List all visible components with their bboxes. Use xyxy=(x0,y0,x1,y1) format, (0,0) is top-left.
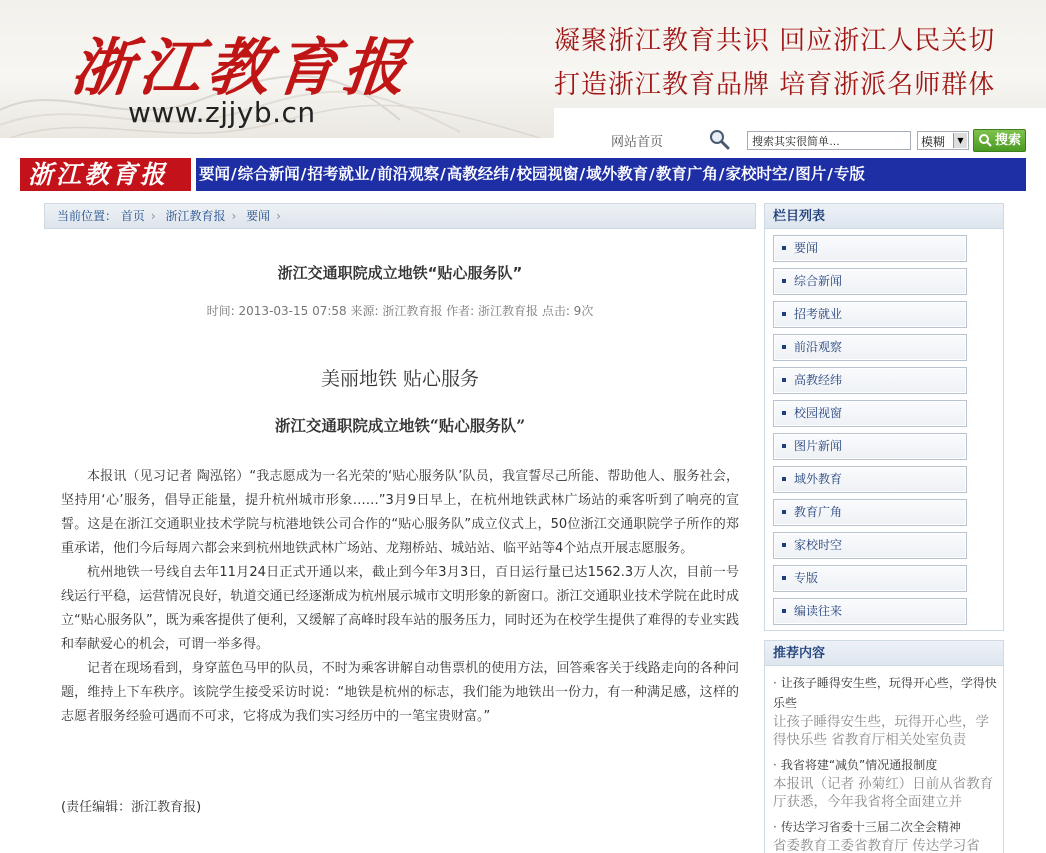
article-paragraph: 杭州地铁一号线自去年11月24日正式开通以来，截止到今年3月3日，百日运行量已达1562.3万人次，目前一号线运行平稳，运营情况良好，轨道交通已经逐渐成为杭州展示城市文明形象的新窗口。浙江交通职业技术学院在此时成立“贴心服务队”，既为乘客提供了便利，又缓解了高峰时段车站的服务压力，同时还为在校学生提供了难得的专业实践和奉献爱心的机会，可谓一举多得。 xyxy=(61,565,739,652)
article-headline: 浙江交通职院成立地铁“贴心服务队” xyxy=(274,416,526,435)
bullet-icon xyxy=(782,576,786,580)
search-icon xyxy=(978,133,992,147)
category-item[interactable] xyxy=(773,235,967,262)
chevron-right-icon: › xyxy=(150,209,156,223)
search-mode-select[interactable] xyxy=(917,131,969,150)
slogan-line-1: 凝聚浙江教育共识 回应浙江人民关切 xyxy=(554,26,996,56)
article-paragraph: 记者在现场看到，身穿蓝色马甲的队员，不时为乘客讲解自动售票机的使用方法，回答乘客关于线路走向的各种问题，维持上下车秩序。该院学生接受采访时说：“地铁是杭州的标志，我们能为地铁出一份力，有一种满足感，这样的志愿者服务经验可遇而不可求，它将成为我们实习经历中的一笔宝贵财富。” xyxy=(61,661,739,724)
recommend-list xyxy=(773,673,997,853)
search-mode-value: 模糊 xyxy=(921,135,946,149)
home-link[interactable]: 网站首页 xyxy=(611,135,664,150)
bullet-icon xyxy=(782,345,786,349)
recommend-link[interactable]: · 让孩子睡得安生些，玩得开心些，学得快乐些 xyxy=(773,673,997,713)
nav-item-guangjiao[interactable]: 教育广角 xyxy=(655,165,718,183)
category-item[interactable] xyxy=(773,532,967,559)
category-panel-title: 栏目列表 xyxy=(765,204,1003,229)
recommend-panel xyxy=(764,640,1004,853)
bullet-icon xyxy=(782,246,786,250)
nav-item-qianyan[interactable]: 前沿观察 xyxy=(377,165,440,183)
chevron-right-icon: › xyxy=(276,209,281,223)
article-body xyxy=(61,465,739,729)
category-item[interactable] xyxy=(773,367,967,394)
recommend-link[interactable]: · 我省将建“减负”情况通报制度 xyxy=(773,755,997,775)
bullet-icon xyxy=(782,378,786,382)
bullet-icon xyxy=(782,312,786,316)
category-label: 专版 xyxy=(794,571,819,585)
nav-item-yaowen[interactable]: 要闻 xyxy=(199,165,231,183)
chevron-down-icon: ▼ xyxy=(953,133,967,148)
category-label: 家校时空 xyxy=(794,538,843,552)
category-label: 校园视窗 xyxy=(794,406,843,420)
recommend-panel-title: 推荐内容 xyxy=(765,641,1003,666)
breadcrumb-section[interactable]: 要闻 xyxy=(246,209,271,223)
breadcrumb-paper[interactable]: 浙江教育报 xyxy=(165,209,226,223)
bullet-icon xyxy=(782,510,786,514)
category-item[interactable] xyxy=(773,433,967,460)
category-item[interactable] xyxy=(773,301,967,328)
category-label: 域外教育 xyxy=(794,472,843,486)
nav-item-xiaoyuan[interactable]: 校园视窗 xyxy=(516,165,579,183)
category-item[interactable] xyxy=(773,268,967,295)
bullet-icon xyxy=(782,411,786,415)
main-nav: 要闻/综合新闻/招考就业/前沿观察/高教经纬/校园视窗/域外教育/教育广角/家校时空/图片/专版 xyxy=(196,158,1026,191)
category-item[interactable] xyxy=(773,499,967,526)
search-button[interactable] xyxy=(973,129,1026,152)
category-label: 前沿观察 xyxy=(794,340,843,354)
breadcrumb-label: 当前位置： xyxy=(57,209,118,223)
search-input[interactable] xyxy=(747,131,911,150)
breadcrumb-home[interactable]: 首页 xyxy=(120,209,145,223)
article-meta: 时间: 2013-03-15 07:58 来源: 浙江教育报 作者: 浙江教育报 点击: 9次 xyxy=(206,304,594,318)
site-url: www.zjjyb.cn xyxy=(128,96,316,129)
category-panel xyxy=(764,203,1004,631)
article-title: 浙江交通职院成立地铁“贴心服务队” xyxy=(277,264,523,282)
category-label: 要闻 xyxy=(794,241,819,255)
magnifier-icon xyxy=(708,128,730,150)
bullet-icon xyxy=(782,477,786,481)
category-label: 招考就业 xyxy=(794,307,843,321)
nav-item-yuwai[interactable]: 域外教育 xyxy=(586,165,649,183)
category-label: 编读往来 xyxy=(794,604,843,618)
article-paragraph: 本报讯（见习记者 陶泓铭）“我志愿成为一名光荣的‘贴心服务队’队员，我宣誓尽己所能、帮助他人、服务社会，坚持用‘心’服务，倡导正能量，提升杭州城市形象……”3月9日早上，在杭州地铁武林广场站的乘客听到了响亮的宣誓。这是在浙江交通职业技术学院与杭港地铁公司合作的“贴心服务队”成立仪式上，50位浙江交通职院学子所作的郑重承诺，他们今后每周六都会来到杭州地铁武林广场站、龙翔桥站、城站站、临平站等4个站点开展志愿服务。 xyxy=(61,469,739,556)
recommend-summary: 省委教育工委省教育厅 传达学习省 xyxy=(773,838,980,853)
nav-item-tupian[interactable]: 图片 xyxy=(795,165,827,183)
bullet-icon xyxy=(782,444,786,448)
recommend-summary: 让孩子睡得安生些，玩得开心些，学得快乐些 省教育厅相关处室负责 xyxy=(773,714,989,748)
nav-item-zhuanban[interactable]: 专版 xyxy=(833,165,865,183)
bullet-icon xyxy=(782,543,786,547)
category-item[interactable] xyxy=(773,598,967,625)
list-item xyxy=(773,673,997,749)
nav-logo[interactable]: 浙江教育报 xyxy=(20,158,191,191)
article-editor: (责任编辑：浙江教育报) xyxy=(61,800,202,815)
nav-item-gaojiao[interactable]: 高教经纬 xyxy=(446,165,509,183)
article-subtitle: 美丽地铁 贴心服务 xyxy=(320,368,480,390)
category-item[interactable] xyxy=(773,400,967,427)
category-item[interactable] xyxy=(773,565,967,592)
recommend-summary: 本报讯（记者 孙菊红）日前从省教育厅获悉，今年我省将全面建立并 xyxy=(773,776,994,810)
nav-item-zonghe[interactable]: 综合新闻 xyxy=(237,165,300,183)
category-label: 图片新闻 xyxy=(794,439,843,453)
category-label: 教育广角 xyxy=(794,505,843,519)
bullet-icon xyxy=(782,609,786,613)
search-bar xyxy=(554,108,1046,154)
category-item[interactable] xyxy=(773,334,967,361)
recommend-link[interactable]: · 传达学习省委十三届二次全会精神 xyxy=(773,817,997,837)
category-label: 综合新闻 xyxy=(794,274,843,288)
slogan-line-2: 打造浙江教育品牌 培育浙派名师群体 xyxy=(554,70,996,100)
bullet-icon xyxy=(782,279,786,283)
list-item xyxy=(773,755,997,811)
search-button-label: 搜索 xyxy=(995,133,1022,148)
nav-item-jiaxiao[interactable]: 家校时空 xyxy=(725,165,788,183)
category-item[interactable] xyxy=(773,466,967,493)
category-label: 高教经纬 xyxy=(794,373,843,387)
breadcrumb xyxy=(44,203,756,229)
list-item xyxy=(773,817,997,853)
site-logo[interactable]: 浙江教育报 xyxy=(67,31,416,104)
nav-item-zhaokao[interactable]: 招考就业 xyxy=(307,165,370,183)
chevron-right-icon: › xyxy=(231,209,237,223)
